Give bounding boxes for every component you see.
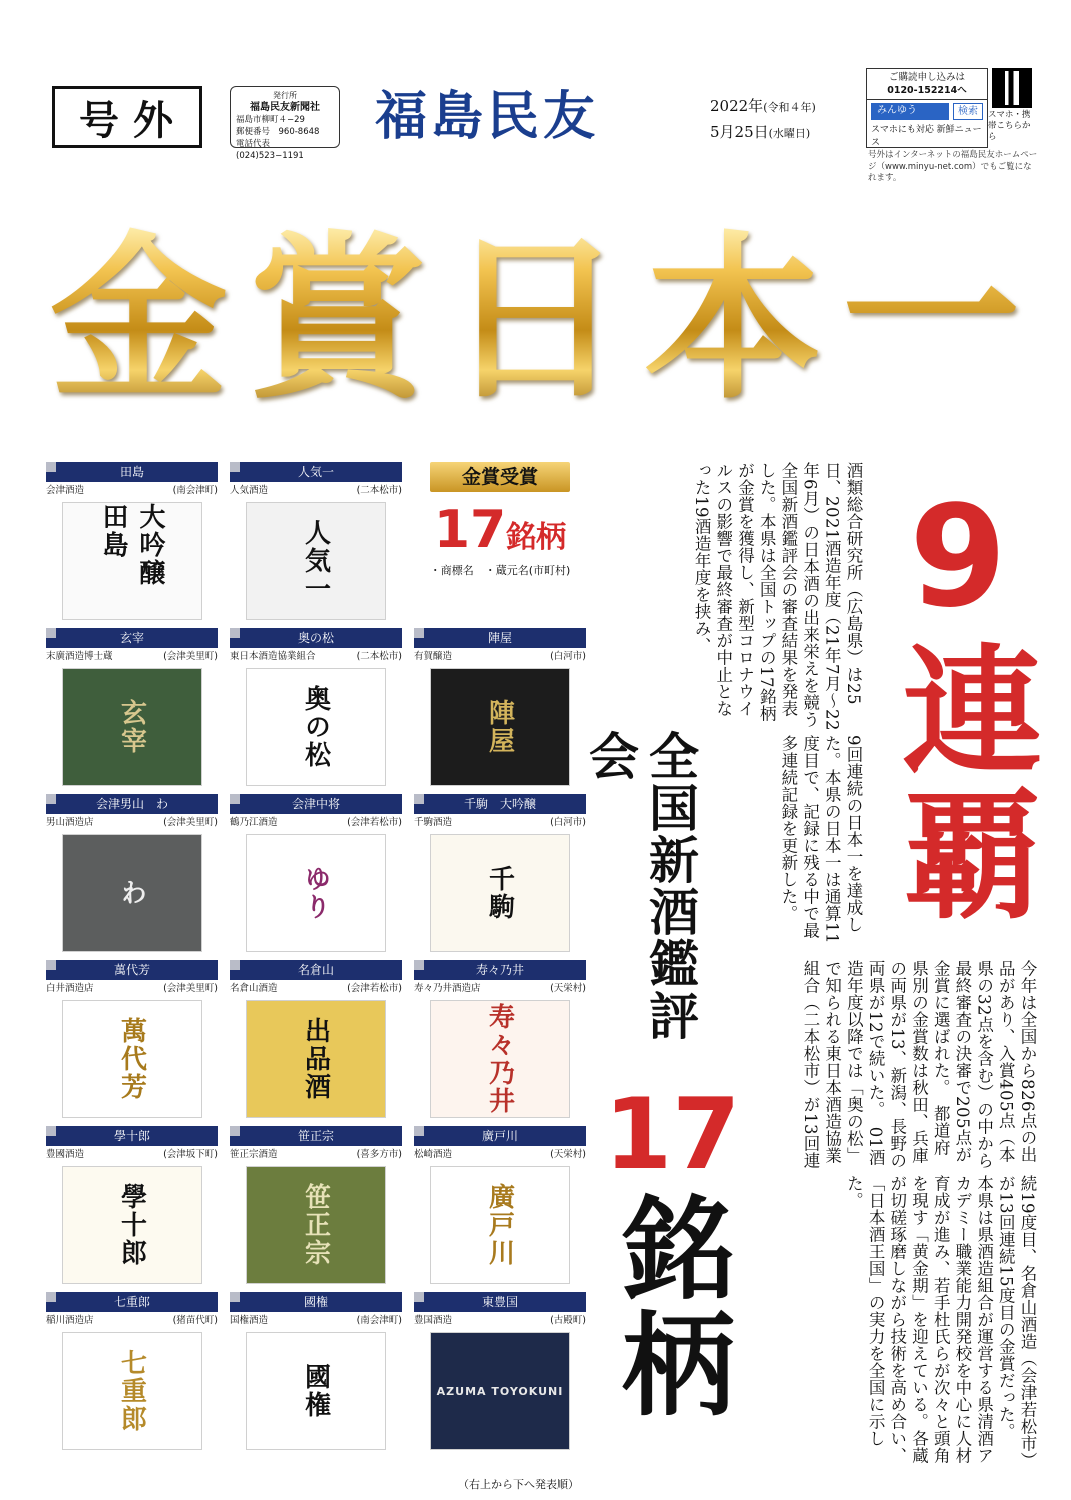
brand-name: 田島: [46, 462, 218, 482]
brewery-town: (白河市): [550, 651, 586, 662]
search-note: スマホにも対応 新鮮ニュース: [871, 125, 982, 148]
sake-label-text: 玄宰: [116, 699, 147, 755]
brewery-name: 白井酒造店: [46, 983, 94, 994]
brand-name: 名倉山: [230, 960, 402, 980]
brewery-name: 稲川酒造店: [46, 1315, 94, 1326]
brewery-town: (会津若松市): [347, 983, 402, 994]
brand-name: 七重郎: [46, 1292, 218, 1312]
sake-label-text: 學十郎: [116, 1183, 147, 1267]
brand-name: 千駒 大吟醸: [414, 794, 586, 814]
sake-label-image: [62, 502, 202, 620]
sake-label-image: [430, 1332, 570, 1450]
qr-caption: スマホ・携帯こちらから: [988, 110, 1031, 142]
brewery-name: 東日本酒造協業組合: [230, 651, 316, 662]
sake-label-text: 陣屋: [484, 699, 515, 755]
brewery-name: 松崎酒造: [414, 1149, 453, 1160]
article-paragraph: 今年は全国から826点の出品があり、入賞405点（本県の32点を含む）の中から最終審査の決審で205点が金賞に選ばれた。 都道府県別の金賞数は秋田、兵庫の両県が13、新潟、長野の両県が12で続いた。 01酒造年度以降では「奥の松」で知られる東日本酒造協業組合（二本松市）が13回連: [800, 960, 1037, 1169]
headline-char: 金: [40, 220, 238, 420]
brand-name: 笹正宗: [230, 1126, 402, 1146]
brand-card: [230, 794, 402, 960]
brand-name: 學十郎: [46, 1126, 218, 1146]
brand-name: 陣屋: [414, 628, 586, 648]
brewery-name: 人気酒造: [230, 485, 269, 496]
brand-card: [414, 628, 586, 794]
kanpyokai-headline: 全国新酒鑑評会: [581, 730, 699, 1042]
brewery-town: (喜多方市): [356, 1149, 402, 1160]
brand-card: [414, 794, 586, 960]
date-era: (令和４年): [763, 101, 816, 114]
sake-label-image: [246, 1332, 386, 1450]
sake-label-text: ゆり: [300, 865, 331, 921]
renpa-number: 9: [909, 476, 1011, 639]
brand-name: 奥の松: [230, 628, 402, 648]
brewery-name: 有賀醸造: [414, 651, 453, 662]
issue-date: [710, 94, 816, 146]
qr-code-icon[interactable]: [992, 68, 1032, 108]
brewery-town: (古殿町): [550, 1315, 586, 1326]
subscribe-line1: ご購読申し込みは: [888, 72, 965, 83]
sake-label-image: [62, 834, 202, 952]
brewery-town: (白河市): [550, 817, 586, 828]
sake-label-text: AZUMA TOYOKUNI: [436, 1384, 564, 1398]
sake-label-image: [430, 668, 570, 786]
newspaper-logo: 福島民友: [375, 86, 600, 147]
sake-label-text: 奥の松: [300, 685, 331, 769]
brewery-town: (天栄村): [550, 1149, 586, 1160]
subscription-box: [866, 68, 988, 148]
brewery-town: (二本松市): [356, 651, 402, 662]
brewery-town: (南会津町): [356, 1315, 402, 1326]
headline-char: 一: [832, 220, 1030, 420]
article-paragraph: 続19度目、名倉山酒造（会津若松市）が13回連続15度目の金賞だった。 本県は県酒造組合が運営する県清酒アカデミー職業能力開発校を中心に人材育成が進み、若手杜氏らが次々と頭角を現す「黄金期」を迎えている。各蔵が切磋琢磨しながら技術を高め合い、「日本酒王国」の実力を全国に示した。: [844, 1175, 1037, 1464]
award-note: ・商標名 ・蔵元名(市町村): [429, 564, 571, 577]
headline-char: 賞: [238, 220, 436, 420]
sake-label-image: [246, 834, 386, 952]
brewery-name: 千駒酒造: [414, 817, 453, 828]
brewery-name: 寿々乃井酒造店: [414, 983, 481, 994]
brand-card: [46, 960, 218, 1126]
sake-label-image: [246, 502, 386, 620]
brewery-name: 笹正宗酒造: [230, 1149, 278, 1160]
meigara-headline: 銘柄: [604, 1190, 735, 1422]
phone-number: 電話代表(024)523−1191: [236, 139, 304, 161]
award-count: 17: [433, 500, 507, 560]
brewery-town: (会津美里町): [163, 817, 218, 828]
brand-name: 寿々乃井: [414, 960, 586, 980]
brand-card: [46, 794, 218, 960]
brand-name: 廣戸川: [414, 1126, 586, 1146]
renpa-text: 連覇: [879, 638, 1042, 926]
publisher-address: 福島市柳町４−29: [236, 115, 305, 125]
sake-label-text: 大吟醸 田島: [98, 503, 165, 587]
sake-label-image: [246, 1166, 386, 1284]
sake-label-text: わ: [116, 879, 147, 907]
brand-card: [46, 628, 218, 794]
photo-caption: （右上から下へ発表順）: [458, 1478, 579, 1491]
brand-card: [230, 462, 402, 628]
search-button[interactable]: 検索: [953, 103, 983, 120]
search-word[interactable]: みんゆう: [871, 103, 949, 120]
sake-label-image: [62, 668, 202, 786]
sake-label-image: [430, 1000, 570, 1118]
gogai-badge: 号外: [52, 86, 202, 148]
count-headline: 17: [604, 1078, 741, 1192]
sake-label-image: [430, 834, 570, 952]
brand-card: [230, 628, 402, 794]
publisher-head: 発行所: [273, 91, 297, 100]
article-paragraph: 9回連続の日本一を達成した。本県の日本一は通算11度目で、記録に残る中で最多連続記録を更新した。: [778, 735, 863, 944]
brewery-name: 豊国酒造: [414, 1315, 453, 1326]
brewery-town: (猪苗代町): [172, 1315, 218, 1326]
sake-label-image: [62, 1000, 202, 1118]
brewery-town: (会津美里町): [163, 983, 218, 994]
brewery-town: (会津坂下町): [163, 1149, 218, 1160]
sake-label-text: 萬代芳: [116, 1017, 147, 1101]
publisher-box: [230, 86, 340, 161]
brand-name: 会津中将: [230, 794, 402, 814]
brand-card: [230, 1126, 402, 1292]
brand-card: [230, 1292, 402, 1458]
brewery-town: (会津若松市): [347, 817, 402, 828]
article-paragraph: 酒類総合研究所（広島県）は25日、2021酒造年度（21年7月〜22年6月）の日本酒の出来栄えを競う全国新酒鑑評会の審査結果を発表した。本県は全国トップの17銘柄が金賞を獲得し、新型コロナウイルスの影響で最終審査が中止となった19酒造年度を挟み、: [692, 462, 863, 731]
brewery-town: (二本松市): [356, 485, 402, 496]
brewery-name: 豊國酒造: [46, 1149, 85, 1160]
award-tag: 金賞受賞: [430, 462, 570, 492]
date-weekday: (水曜日): [768, 127, 811, 140]
brand-card: [414, 960, 586, 1126]
sake-label-text: 出品酒: [300, 1017, 331, 1101]
brewery-name: 男山酒造店: [46, 817, 94, 828]
brand-card: [414, 1126, 586, 1292]
award-summary: [414, 462, 586, 612]
brand-name: 人気一: [230, 462, 402, 482]
sake-label-image: [430, 1166, 570, 1284]
publisher-name: 福島民友新聞社: [250, 102, 320, 113]
sake-label-text: 寿々乃井: [484, 1003, 515, 1115]
brewery-name: 会津酒造: [46, 485, 85, 496]
brand-name: 國権: [230, 1292, 402, 1312]
brand-card: [46, 1126, 218, 1292]
sake-label-image: [62, 1166, 202, 1284]
main-headline: [40, 216, 1030, 423]
brand-card: [414, 1292, 586, 1458]
sake-label-text: 人気一: [300, 519, 331, 603]
brand-card: [46, 1292, 218, 1458]
brewery-town: (南会津町): [172, 485, 218, 496]
sake-label-text: 笹正宗: [300, 1183, 331, 1267]
sake-label-text: 千駒: [484, 865, 515, 921]
subscribe-phone[interactable]: 0120-152214へ: [887, 85, 967, 96]
brewery-town: (天栄村): [550, 983, 586, 994]
postal-code: 郵便番号 960-8648: [236, 127, 320, 137]
brand-name: 会津男山 わ: [46, 794, 218, 814]
brewery-name: 国権酒造: [230, 1315, 269, 1326]
date-day: 5月25日: [710, 123, 769, 141]
date-year: 2022年: [710, 97, 764, 115]
sake-label-image: [62, 1332, 202, 1450]
brand-name: 東豊国: [414, 1292, 586, 1312]
sake-label-text: 國権: [300, 1363, 331, 1419]
brand-name: 玄宰: [46, 628, 218, 648]
renpa-headline: [880, 462, 1040, 942]
brand-card: [46, 462, 218, 628]
award-unit: 銘柄: [506, 520, 567, 555]
brewery-town: (会津美里町): [163, 651, 218, 662]
web-note: 号外はインターネットの福島民友ホームページ（www.minyu-net.com）でもご覧になれます。: [868, 150, 1038, 183]
brewery-name: 名倉山酒造: [230, 983, 278, 994]
headline-char: 本: [634, 220, 832, 420]
headline-char: 日: [436, 220, 634, 420]
sake-label-text: 廣戸川: [484, 1183, 515, 1267]
sake-label-image: [246, 668, 386, 786]
sake-label-text: 七重郎: [116, 1349, 147, 1433]
brewery-name: 鶴乃江酒造: [230, 817, 278, 828]
sake-label-image: [246, 1000, 386, 1118]
brewery-name: 末廣酒造博士蔵: [46, 651, 113, 662]
brand-name: 萬代芳: [46, 960, 218, 980]
brand-card: [230, 960, 402, 1126]
